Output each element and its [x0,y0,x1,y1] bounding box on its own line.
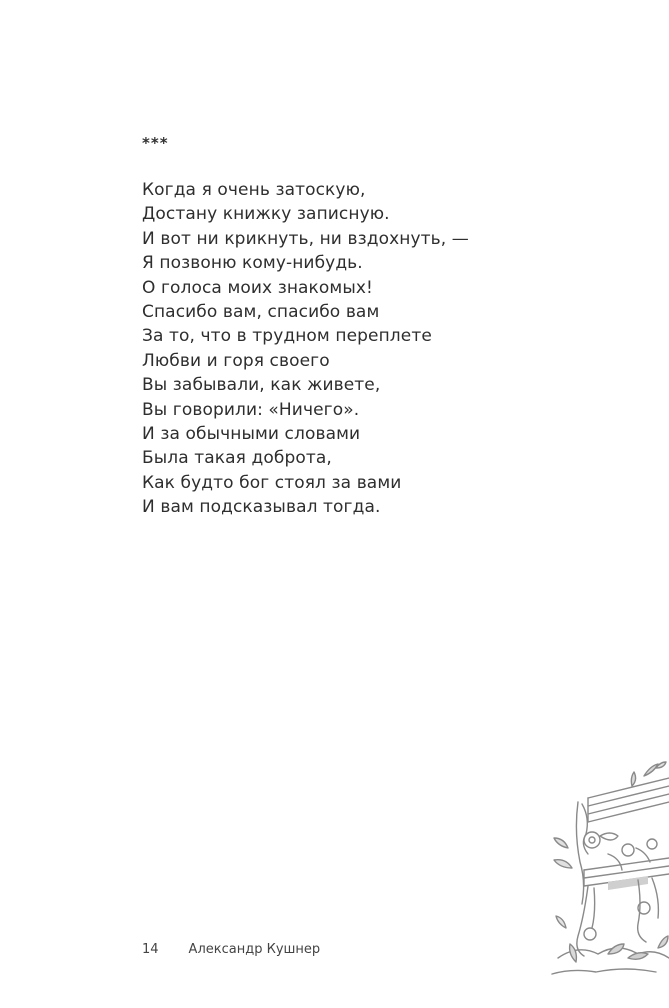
poem-line: Вы забывали, как живете, [142,375,381,396]
park-bench-icon [548,758,669,1008]
poem-line: И вот ни крикнуть, ни вздохнуть, — [142,228,469,249]
poem-line: Как будто бог стоял за вами [142,472,402,493]
poem-line: Когда я очень затоскую, [142,180,366,200]
poem-text [142,178,562,519]
poem-line: О голоса моих знакомых! [142,277,373,298]
poem-line: За то, что в трудном переплете [142,326,432,347]
page-footer [142,942,320,957]
poem-line: Я позвоню кому-нибудь. [142,253,363,274]
poem-line: Достану книжку записную. [142,204,390,225]
poem-line: И вам подсказывал тогда. [142,497,381,518]
poem-line: Вы говорили: «Ничего». [142,399,360,420]
author-name: Александр Кушнер [188,942,321,957]
poem-line: И за обычными словами [142,423,361,444]
page-number: 14 [142,942,159,957]
poem-line: Была такая доброта, [142,448,332,469]
poem-line: Любви и горя своего [142,350,330,371]
poem-line: Спасибо вам, спасибо вам [142,301,380,322]
section-ornament: *** [142,134,169,152]
